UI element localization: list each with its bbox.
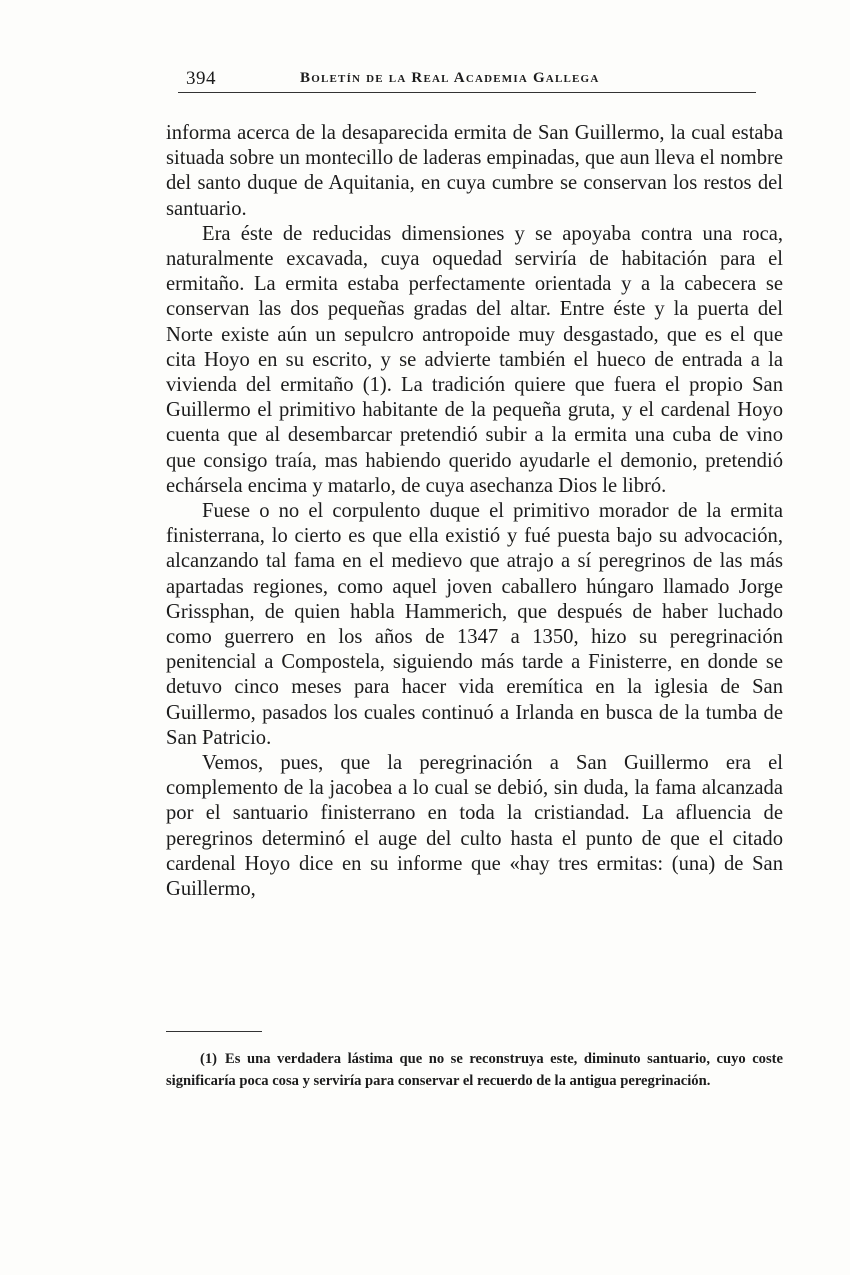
page-number: 394: [186, 68, 216, 89]
paragraph-1: informa acerca de la desaparecida ermita de San Guillermo, la cual estaba situada sobre un montecillo de laderas empinadas, que aun lleva el nombre del santo duque de Aquitania, en cuya cumbre se conservan los restos del santuario.: [166, 122, 783, 220]
footnote-text: Es una verdadera lástima que no se reconstruya este, diminuto santuario, cuyo coste significaría poca cosa y serviría para conservar el recuerdo de la antigua peregrinación.: [166, 1051, 783, 1089]
paragraph-2: Era éste de reducidas dimensiones y se apoyaba contra una roca, naturalmente excavada, cuya oquedad serviría de habitación para el ermitaño. La ermita estaba perfectamente orientada y a la cabecera se conservan las dos pequeñas gradas del altar. Entre éste y la puerta del Norte existe aún un sepulcro antropoide muy desgastado, que es el que cita Hoyo en su escrito, y se advierte también el hueco de entrada a la vivienda del ermitaño (1). La tradición quiere que fuera el propio San Guillermo el primitivo habitante de la pequeña gruta, y el cardenal Hoyo cuenta que al desembarcar pretendió subir a la ermita una cuba de vino que consigo traía, mas habiendo querido ayudarle el demonio, pretendió echársela encima y matarlo, de cuya asechanza Dios le libró.: [166, 222, 783, 497]
footnote-rule: [166, 1031, 262, 1032]
page-header: [178, 66, 756, 93]
running-title: Boletín de la Real Academia Gallega: [300, 70, 600, 86]
paragraph-3: Fuese o no el corpulento duque el primitivo morador de la ermita finisterrana, lo cierto es que ella existió y fué puesta bajo su advocación, alcanzando tal fama en el medievo que atrajo a sí peregrinos de las más apartadas regiones, como aquel joven caballero húngaro llamado Jorge Grissphan, de quien habla Hammerich, que después de haber luchado como guerrero en los años de 1347 a 1350, hizo su peregrinación penitencial a Compostela, siguiendo más tarde a Finisterre, en donde se detuvo cinco meses para hacer vida eremítica en la iglesia de San Guillermo, pasados los cuales continuó a Irlanda en busca de la tumba de San Patricio.: [166, 500, 783, 749]
footnote: [166, 1049, 783, 1092]
body-text: [166, 121, 783, 902]
paragraph-4: Vemos, pues, que la peregrinación a San Guillermo era el complemento de la jacobea a lo cual se debió, sin duda, la fama alcanzada por el santuario finisterrano en toda la cristiandad. La afluencia de peregrinos determinó el auge del culto hasta el punto de que el citado cardenal Hoyo dice en su informe que «hay tres ermitas: (una) de San Guillermo,: [166, 752, 783, 901]
footnote-marker: (1): [200, 1051, 218, 1067]
